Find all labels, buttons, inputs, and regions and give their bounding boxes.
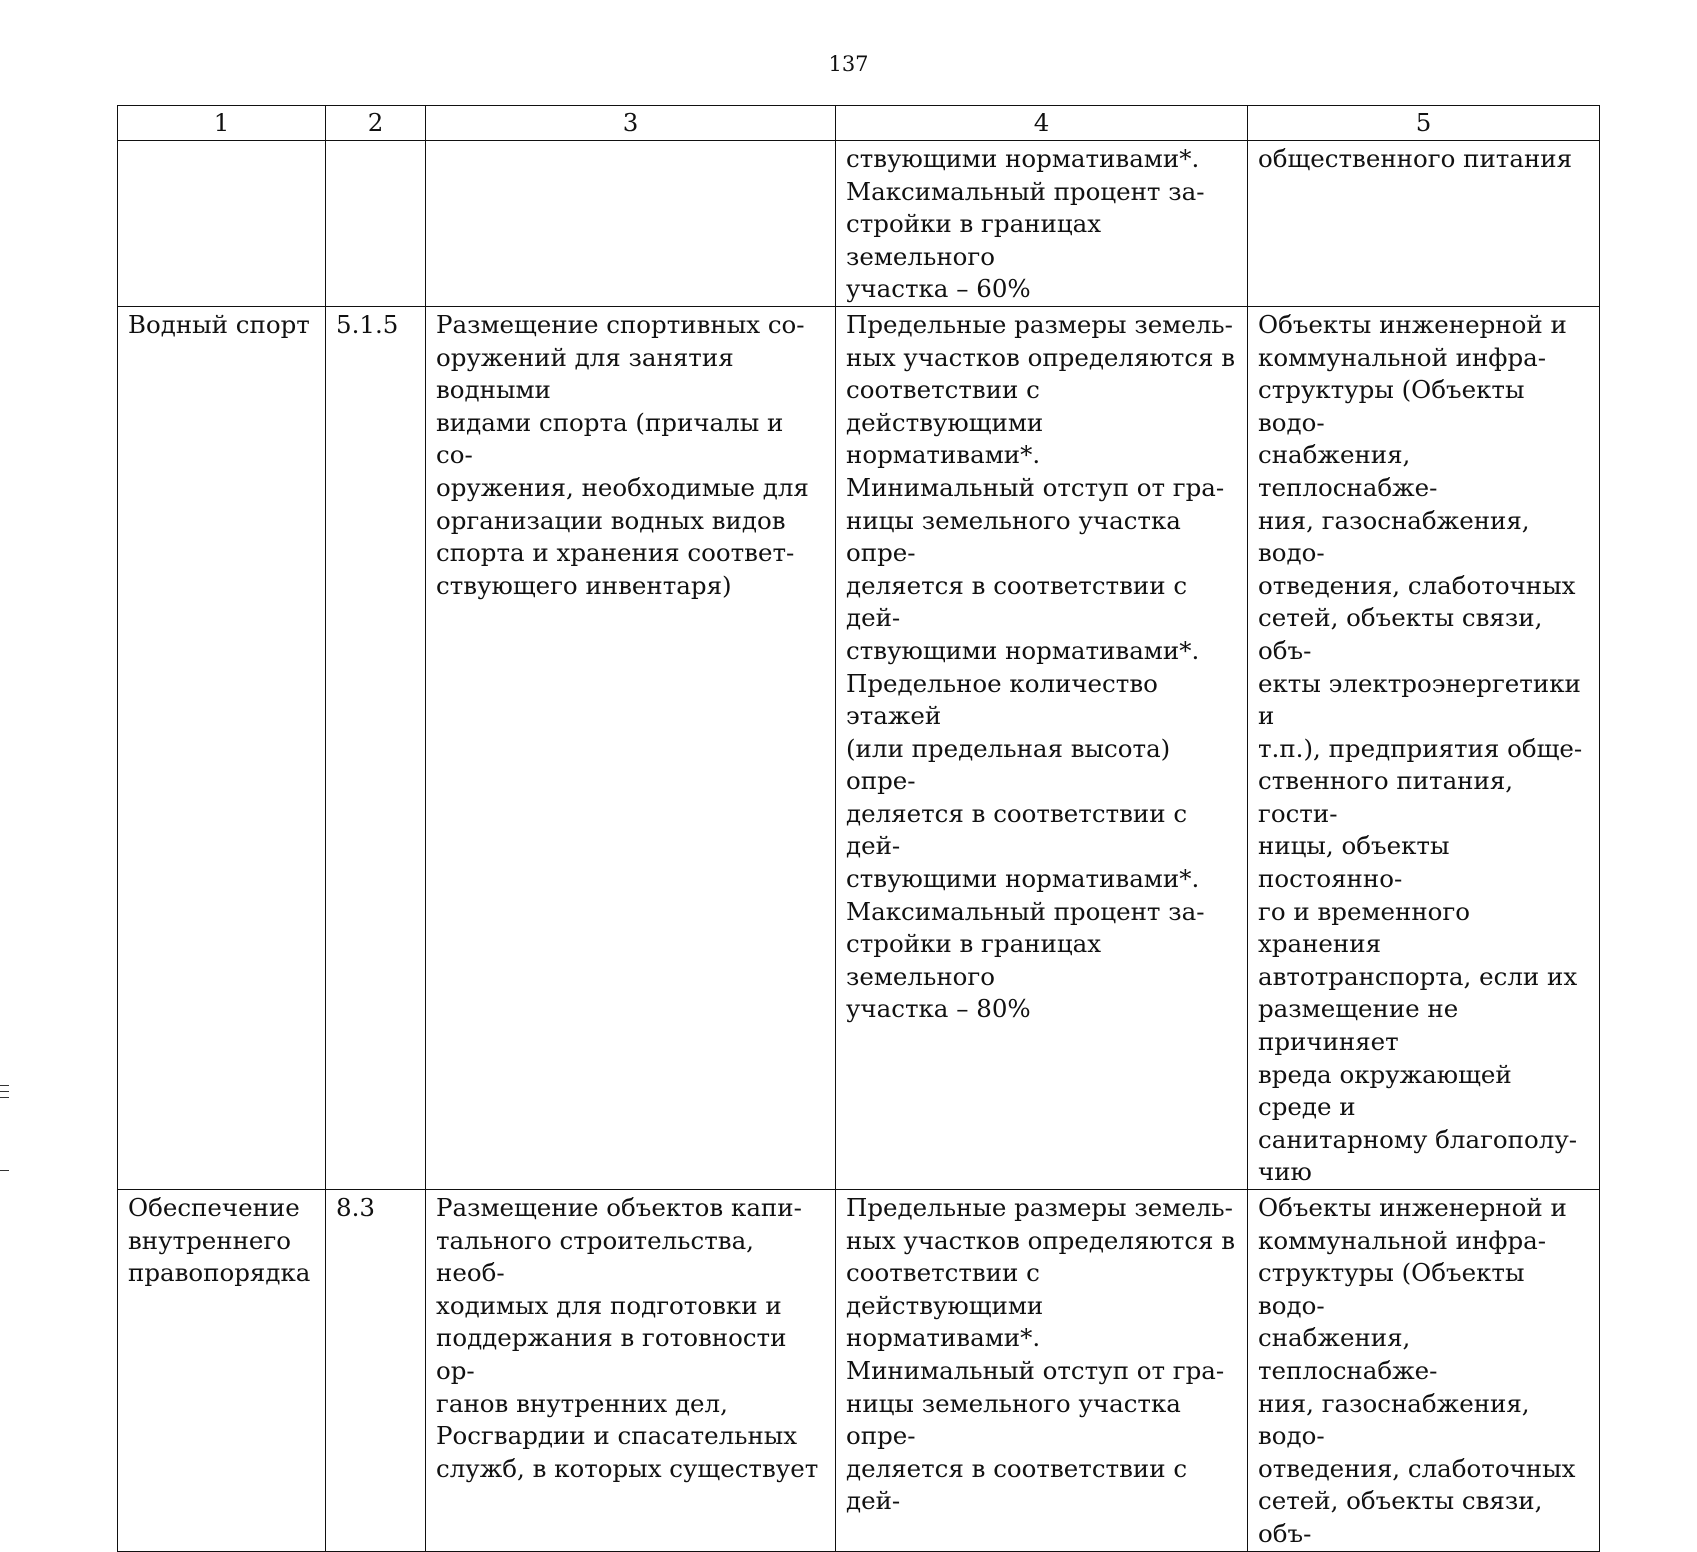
scan-edge-mark bbox=[0, 1091, 9, 1092]
use-code-cell: 5.1.5 bbox=[326, 306, 426, 1189]
parameters-cell: Предельные размеры земель- ных участков определяются в соответствии с действующими нормативами*. Минимальный отступ от гра- ницы земельного участка опре- деляется в соответствии с дей- bbox=[836, 1190, 1248, 1552]
use-code-cell bbox=[326, 141, 426, 307]
parameters-cell: ствующими нормативами*. Максимальный процент за- стройки в границах земельного участка – 60% bbox=[836, 141, 1248, 307]
auxiliary-uses-cell: Объекты инженерной и коммунальной инфра- структуры (Объекты водо- снабжения, теплоснабже- ния, газоснабжения, водо- отведения, слаботочных сетей, объекты связи, объ- екты электроэнергетики и т.п.), предприятия обще- ственного питания, гости- ницы, объекты постоянно- го и временного хранения автотранспорта, если их размещение не причиняет вреда окружающей среде и санитарному благополу- чию bbox=[1248, 306, 1600, 1189]
table-header-row bbox=[118, 106, 1600, 141]
use-name-cell: Обеспечение внутреннего правопорядка bbox=[118, 1190, 326, 1552]
column-header-5: 5 bbox=[1248, 106, 1600, 141]
scan-edge-mark bbox=[0, 1097, 9, 1098]
use-description-cell: Размещение объектов капи- тального строительства, необ- ходимых для подготовки и поддержания в готовности ор- ганов внутренних дел, Росгвардии и спасательных служб, в которых существует bbox=[426, 1190, 836, 1552]
scan-edge-mark bbox=[0, 1085, 9, 1086]
column-header-1: 1 bbox=[118, 106, 326, 141]
use-code-cell: 8.3 bbox=[326, 1190, 426, 1552]
land-use-table bbox=[117, 105, 1600, 1552]
scan-edge-mark bbox=[0, 1170, 9, 1171]
use-description-cell: Размещение спортивных со- оружений для занятия водными видами спорта (причалы и со- оружения, необходимые для организации водных видов спорта и хранения соответ- ствующего инвентаря) bbox=[426, 306, 836, 1189]
parameters-cell: Предельные размеры земель- ных участков определяются в соответствии с действующими нормативами*. Минимальный отступ от гра- ницы земельного участка опре- деляется в соответствии с дей- ствующими нормативами*. Предельное количество этажей (или предельная высота) опре- деляется в соответствии с дей- ствующими нормативами*. Максимальный процент за- стройки в границах земельного участка – 80% bbox=[836, 306, 1248, 1189]
column-header-4: 4 bbox=[836, 106, 1248, 141]
table-row-water-sport bbox=[118, 306, 1600, 1189]
page-number: 137 bbox=[828, 52, 869, 76]
table-row-continuation bbox=[118, 141, 1600, 307]
use-name-cell: Водный спорт bbox=[118, 306, 326, 1189]
use-name-cell bbox=[118, 141, 326, 307]
auxiliary-uses-cell: Объекты инженерной и коммунальной инфра- структуры (Объекты водо- снабжения, теплоснабже- ния, газоснабжения, водо- отведения, слаботочных сетей, объекты связи, объ- bbox=[1248, 1190, 1600, 1552]
column-header-2: 2 bbox=[326, 106, 426, 141]
column-header-3: 3 bbox=[426, 106, 836, 141]
table-row-internal-order bbox=[118, 1190, 1600, 1552]
auxiliary-uses-cell: общественного питания bbox=[1248, 141, 1600, 307]
scan-edge-marks bbox=[0, 1085, 10, 1176]
use-description-cell bbox=[426, 141, 836, 307]
